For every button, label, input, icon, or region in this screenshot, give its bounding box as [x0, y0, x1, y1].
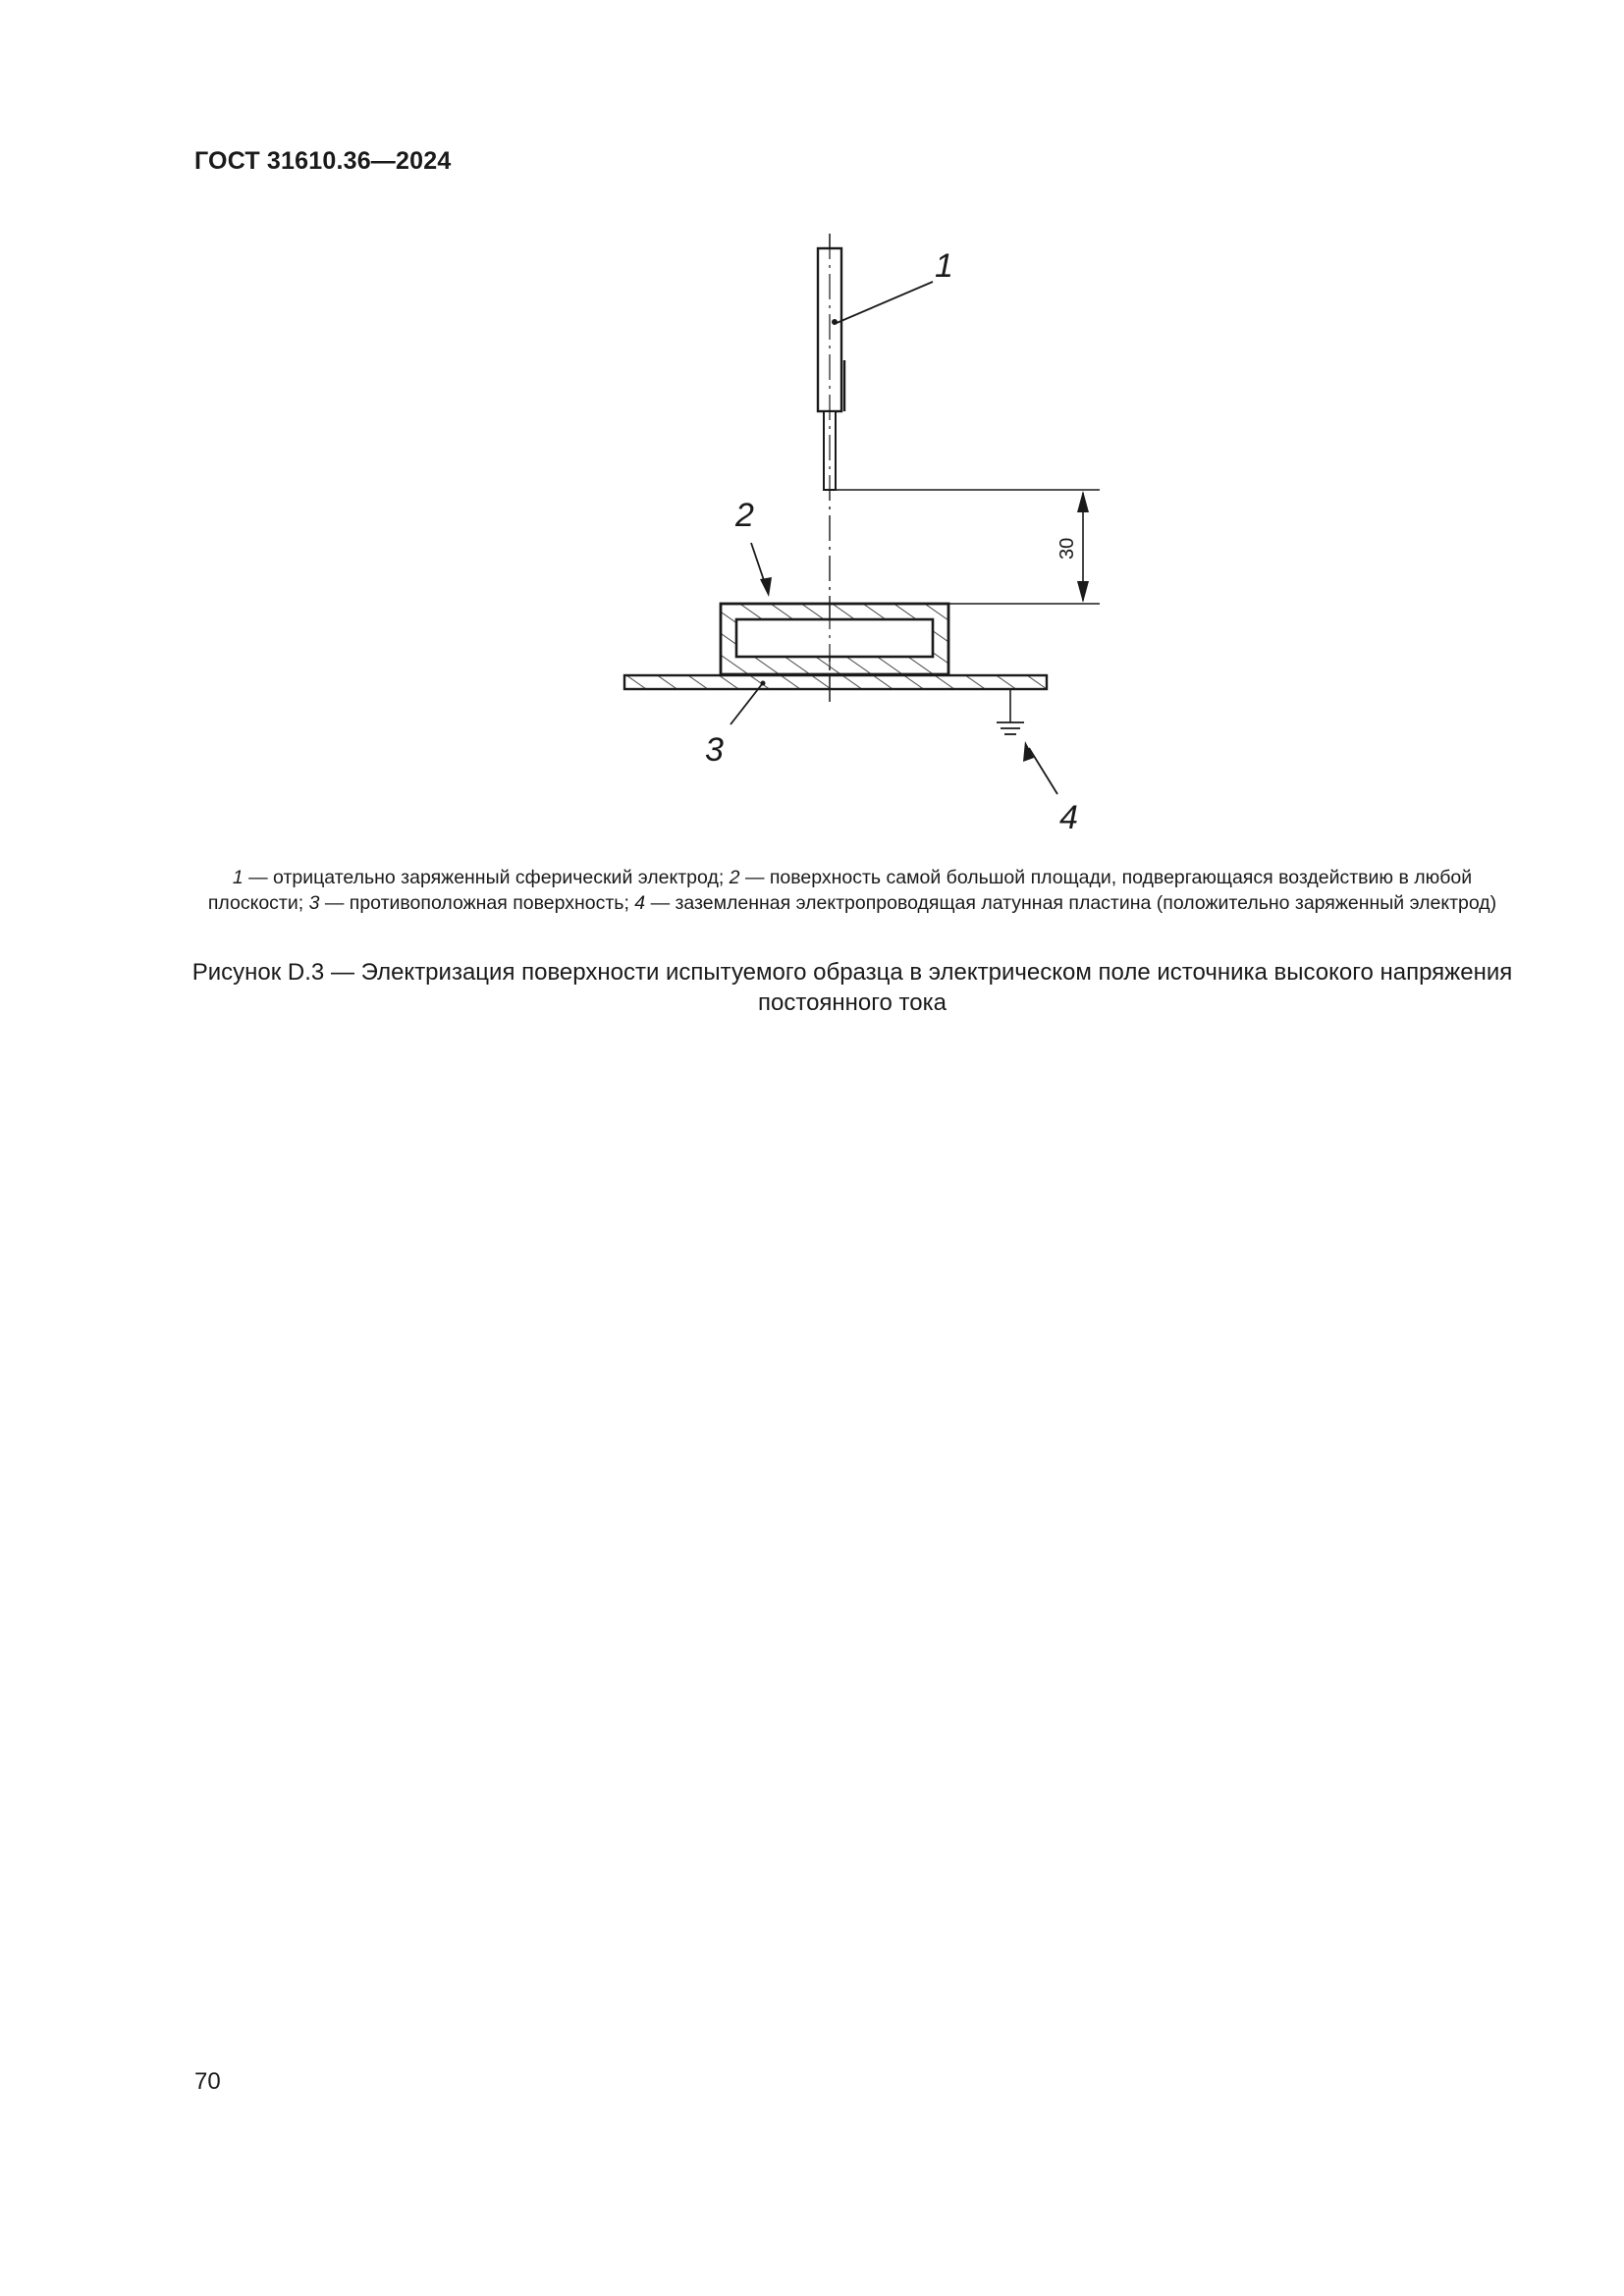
document-header: ГОСТ 31610.36—2024 [194, 147, 452, 175]
dimension-arrow-top [1077, 491, 1089, 512]
legend-num-4: 4 [634, 892, 646, 914]
legend-text-1: — отрицательно заряженный сферический электрод; [243, 867, 730, 888]
legend-text-4: — заземленная электропроводящая латунная пластина (положительно заряженный электрод) [645, 892, 1497, 914]
legend-text-3: — противоположная поверхность; [319, 892, 635, 914]
legend-text-2: — поверхность самой большой площади, подвергающаяся воздействию в любой плоскости; [207, 867, 1473, 914]
label-2: 2 [735, 497, 754, 534]
dimension-value: 30 [1056, 537, 1078, 560]
label-3: 3 [705, 731, 724, 769]
dimension-arrow-bottom [1077, 581, 1089, 603]
leader-arrow-4 [1023, 741, 1034, 762]
legend-num-3: 3 [308, 892, 320, 914]
figure-legend [189, 865, 1516, 916]
sample-cavity [736, 619, 933, 657]
label-1: 1 [935, 247, 953, 285]
label-4: 4 [1059, 799, 1078, 836]
brass-plate [624, 675, 1047, 689]
leader-line-1 [837, 282, 933, 323]
legend-num-1: 1 [232, 867, 244, 888]
page-number: 70 [194, 2068, 221, 2095]
leader-line-4 [1029, 748, 1057, 794]
figure-drawing [0, 0, 1624, 883]
figure-caption: Рисунок D.3 — Электризация поверхности испытуемого образца в электрическом поле источника высокого напряжения постоянного тока [191, 959, 1513, 1016]
legend-num-2: 2 [729, 867, 740, 888]
ground-icon [997, 689, 1024, 734]
leader-arrow-2 [760, 577, 772, 597]
figure-d3 [0, 0, 1624, 883]
